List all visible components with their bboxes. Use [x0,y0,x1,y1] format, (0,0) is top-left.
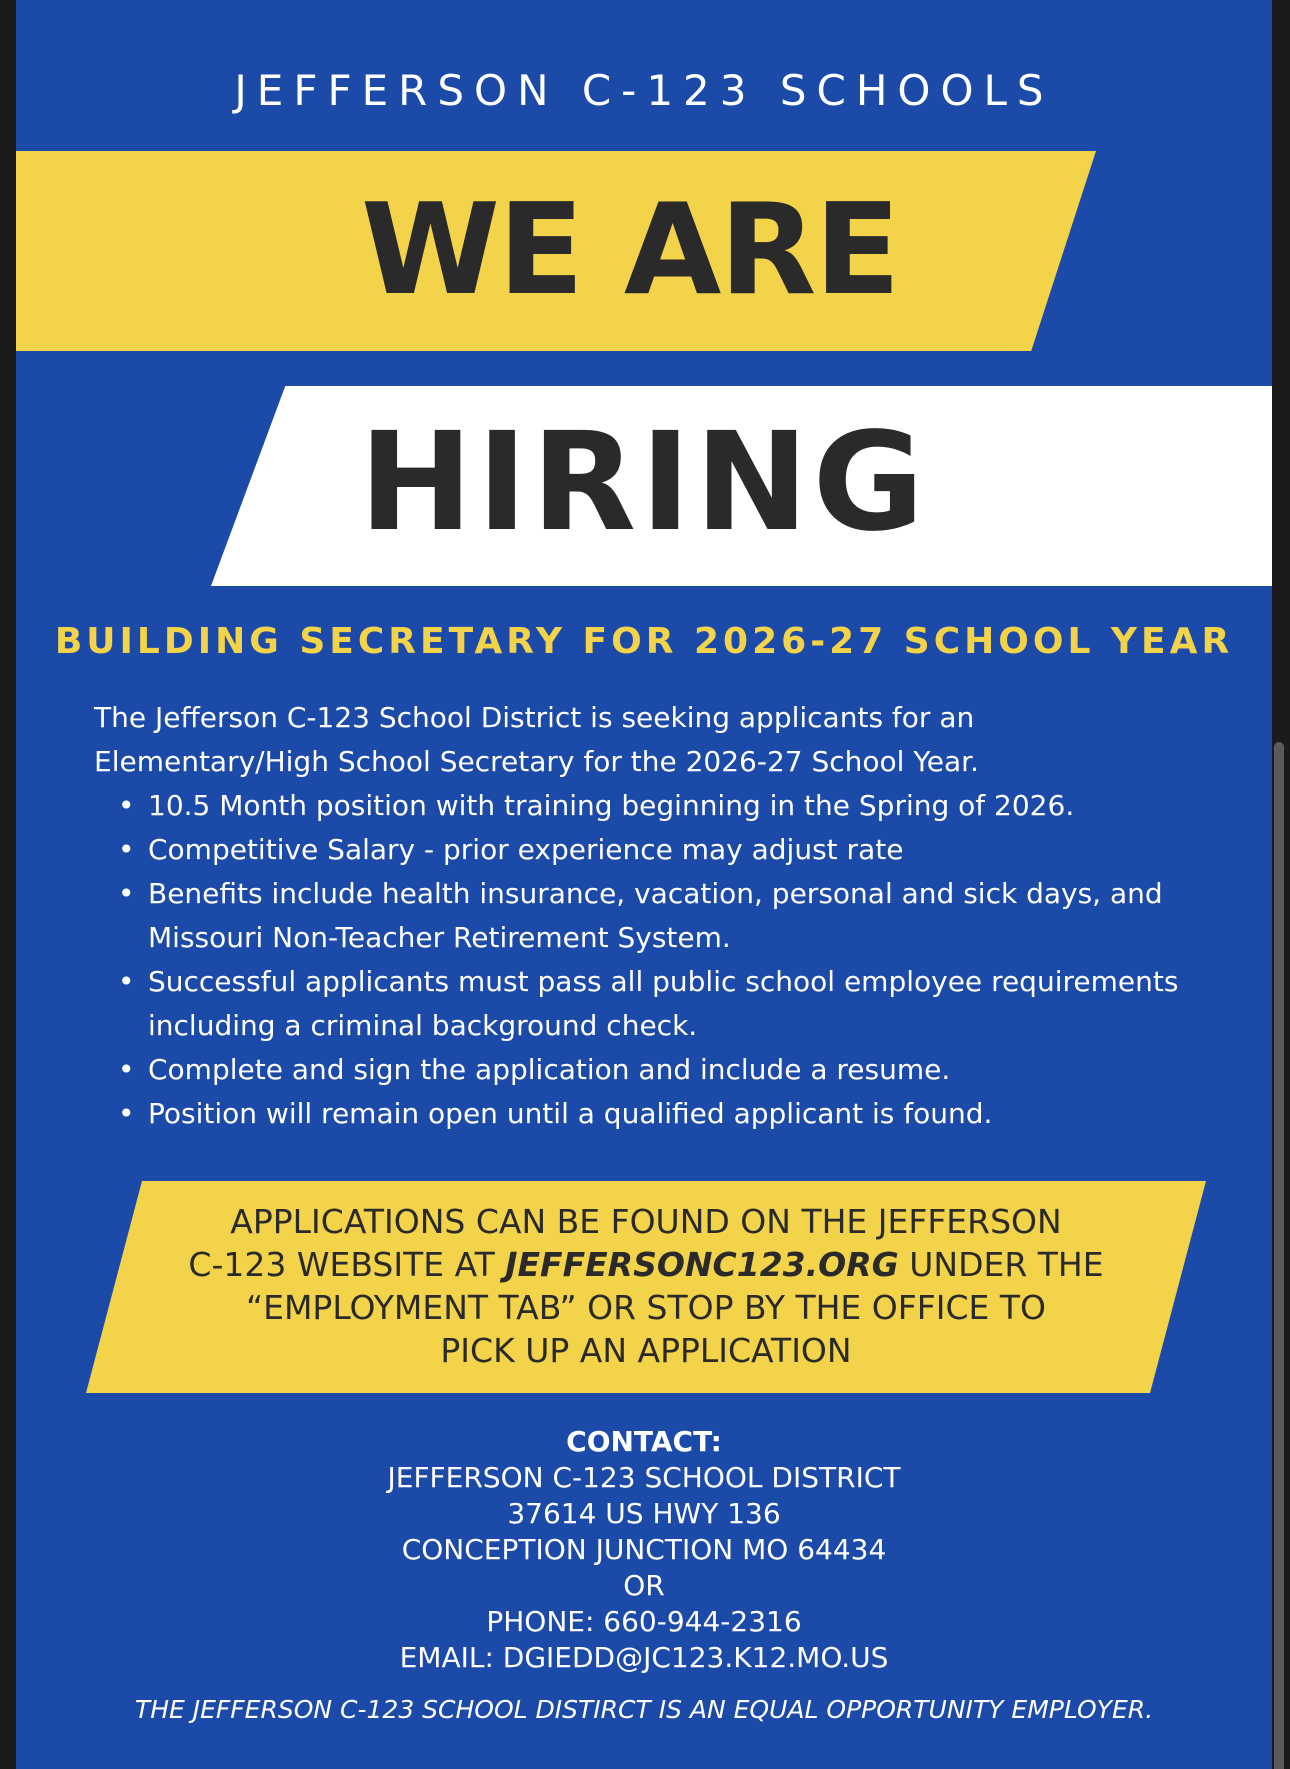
apply-line-2-end: UNDER THE [898,1245,1104,1284]
list-item: • Benefits include health insurance, vacation, personal and sick days, and Missouri Non-Teacher Retirement System. [148,872,1254,960]
bullet-icon: • [118,965,135,998]
contact-or: OR [623,1569,665,1602]
contact-address-street: 37614 US HWY 136 [507,1497,781,1530]
headline-we-are: WE ARE [361,176,899,323]
apply-line-4: PICK UP AN APPLICATION [440,1331,852,1370]
hiring-poster [16,0,1272,1769]
equal-opportunity-note: THE JEFFERSON C-123 SCHOOL DISTIRCT IS AN EQUAL OPPORTUNITY EMPLOYER. [134,1695,1154,1724]
contact-email[interactable]: EMAIL: DGIEDD@JC123.K12.MO.US [399,1641,889,1674]
bullet-icon: • [118,789,135,822]
contact-address-city: CONCEPTION JUNCTION MO 64434 [401,1533,887,1566]
apply-line-3: “EMPLOYMENT TAB” OR STOP BY THE OFFICE TO [246,1288,1046,1327]
apply-line-1: APPLICATIONS CAN BE FOUND ON THE JEFFERSON [230,1202,1062,1241]
intro-paragraph [94,696,1254,784]
scrollbar-thumb[interactable] [1274,742,1284,1769]
bullet-icon: • [118,1097,135,1130]
job-description [94,696,1254,1136]
list-item: • Competitive Salary - prior experience may adjust rate [148,828,1254,872]
list-item: • Successful applicants must pass all public school employee requirements including a criminal background check. [148,960,1254,1048]
position-title: BUILDING SECRETARY FOR 2026-27 SCHOOL YEAR [54,621,1234,662]
headline-hiring: HIRING [359,404,929,562]
contact-heading: CONTACT: [566,1425,722,1458]
list-item: • Position will remain open until a qualified applicant is found. [148,1092,1254,1136]
apply-line-2-start: C-123 WEBSITE AT [188,1245,506,1284]
district-title: JEFFERSON C-123 SCHOOLS [234,66,1054,115]
website-link[interactable]: JEFFERSONC123.ORG [505,1245,899,1284]
contact-phone[interactable]: PHONE: 660-944-2316 [486,1605,802,1638]
list-item: • 10.5 Month position with training beginning in the Spring of 2026. [148,784,1254,828]
contact-district-name: JEFFERSON C-123 SCHOOL DISTRICT [387,1461,901,1494]
bullet-icon: • [118,1053,135,1086]
contact-block [16,1424,1272,1676]
list-item: • Complete and sign the application and include a resume. [148,1048,1254,1092]
intro-line-1: The Jefferson C-123 School District is seeking applicants for an [94,701,975,734]
requirements-list [94,784,1254,1136]
bullet-icon: • [118,833,135,866]
bullet-icon: • [118,877,135,910]
application-info [146,1200,1146,1372]
intro-line-2: Elementary/High School Secretary for the 2026-27 School Year. [94,745,979,778]
